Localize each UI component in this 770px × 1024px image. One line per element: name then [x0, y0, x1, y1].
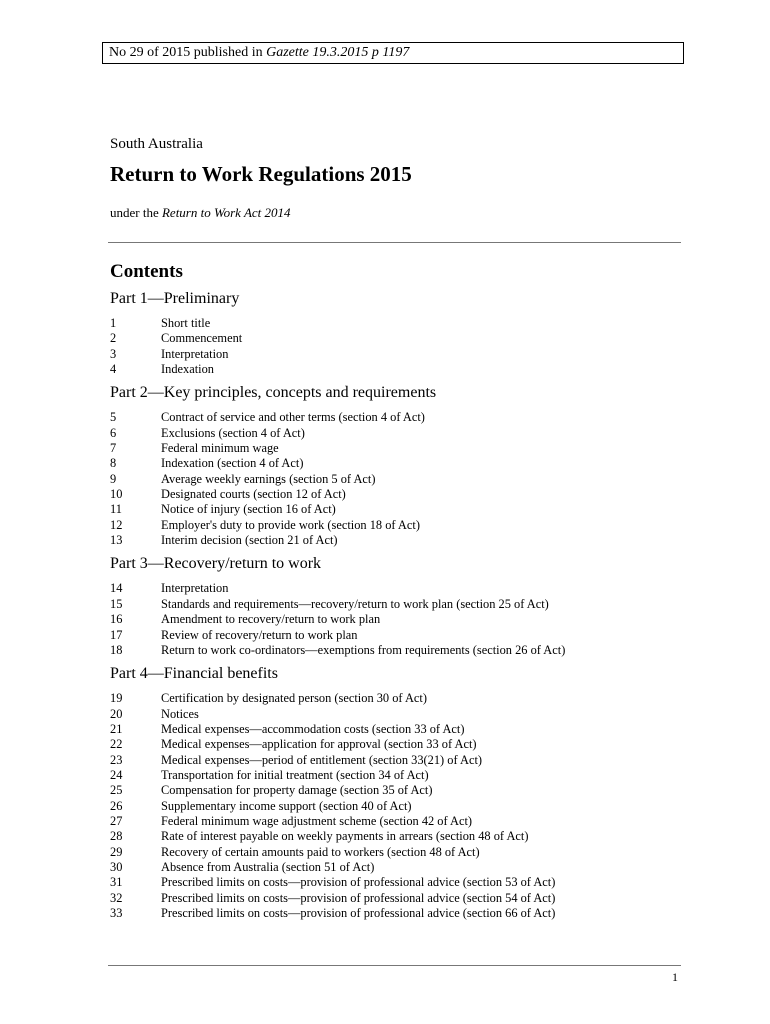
toc-entry[interactable] [110, 347, 680, 362]
toc-entry-number: 16 [110, 612, 123, 627]
gazette-citation-text: No 29 of 2015 published in [109, 45, 267, 60]
toc-entry[interactable] [110, 410, 680, 425]
toc-entry-title: Interim decision (section 21 of Act) [161, 533, 338, 548]
toc-entry[interactable] [110, 518, 680, 533]
toc-entry-title: Rate of interest payable on weekly payments in arrears (section 48 of Act) [161, 829, 529, 844]
toc-entry-number: 31 [110, 875, 123, 890]
part-heading[interactable]: Part 1—Preliminary [110, 290, 240, 307]
part-entry-list [110, 316, 680, 377]
toc-entry-title: Amendment to recovery/return to work plan [161, 612, 381, 627]
toc-entry[interactable] [110, 502, 680, 517]
toc-entry-number: 13 [110, 533, 123, 548]
toc-entry-title: Transportation for initial treatment (section 34 of Act) [161, 767, 429, 782]
toc-entry-title: Interpretation [161, 581, 229, 596]
toc-entry-title: Certification by designated person (section 30 of Act) [161, 691, 427, 706]
toc-entry-number: 32 [110, 890, 123, 905]
toc-entry-title: Absence from Australia (section 51 of Act) [161, 859, 375, 874]
toc-entry[interactable] [110, 737, 680, 752]
toc-entry-title: Contract of service and other terms (section 4 of Act) [161, 410, 425, 425]
toc-entry[interactable] [110, 362, 680, 377]
table-of-contents [110, 289, 680, 921]
toc-entry[interactable] [110, 691, 680, 706]
part-heading[interactable]: Part 2—Key principles, concepts and requirements [110, 384, 437, 402]
toc-entry-title: Prescribed limits on costs—provision of professional advice (section 66 of Act) [161, 906, 556, 920]
toc-entry-number: 33 [110, 906, 123, 920]
page-title: Return to Work Regulations 2015 [110, 162, 412, 186]
divider-bottom [108, 965, 681, 966]
toc-entry[interactable] [110, 316, 680, 331]
toc-entry[interactable] [110, 581, 680, 596]
toc-entry-title: Indexation [161, 362, 214, 377]
toc-entry[interactable] [110, 753, 680, 768]
toc-entry-number: 2 [110, 331, 117, 346]
toc-entry-number: 17 [110, 627, 123, 642]
toc-entry[interactable] [110, 331, 680, 346]
toc-entry-title: Review of recovery/return to work plan [161, 627, 358, 642]
toc-entry[interactable] [110, 707, 680, 722]
part-entry-list [110, 691, 680, 921]
toc-entry-title: Standards and requirements—recovery/return to work plan (section 25 of Act) [161, 596, 549, 611]
toc-entry[interactable] [110, 487, 680, 502]
gazette-citation-italic: Gazette 19.3.2015 p 1197 [266, 45, 410, 60]
toc-entry-number: 26 [110, 798, 123, 813]
toc-entry-title: Medical expenses—accommodation costs (section 33 of Act) [161, 721, 465, 736]
contents-heading: Contents [110, 261, 183, 282]
toc-entry[interactable] [110, 860, 680, 875]
toc-entry-title: Short title [161, 316, 211, 330]
toc-entry-title: Notice of injury (section 16 of Act) [161, 502, 336, 517]
toc-entry[interactable] [110, 472, 680, 487]
toc-entry-number: 18 [110, 642, 123, 657]
toc-entry[interactable] [110, 891, 680, 906]
toc-entry-title: Interpretation [161, 346, 229, 361]
enabling-act-line [110, 205, 291, 221]
toc-entry-title: Compensation for property damage (section 35 of Act) [161, 783, 433, 798]
toc-entry-number: 1 [110, 316, 117, 330]
toc-entry-number: 25 [110, 783, 123, 798]
toc-entry-title: Supplementary income support (section 40 of Act) [161, 798, 412, 813]
toc-entry-number: 24 [110, 767, 123, 782]
toc-entry[interactable] [110, 456, 680, 471]
toc-entry-number: 3 [110, 346, 117, 361]
toc-entry[interactable] [110, 643, 680, 658]
toc-entry-title: Indexation (section 4 of Act) [161, 456, 304, 471]
toc-entry-number: 7 [110, 441, 117, 456]
toc-entry-title: Average weekly earnings (section 5 of Act) [161, 471, 376, 486]
toc-entry[interactable] [110, 628, 680, 643]
toc-entry[interactable] [110, 722, 680, 737]
toc-entry[interactable] [110, 533, 680, 548]
toc-entry[interactable] [110, 906, 680, 921]
toc-entry[interactable] [110, 597, 680, 612]
toc-entry-title: Prescribed limits on costs—provision of professional advice (section 53 of Act) [161, 875, 556, 890]
toc-entry-title: Notices [161, 706, 199, 721]
toc-entry-number: 28 [110, 829, 123, 844]
toc-entry[interactable] [110, 814, 680, 829]
gazette-citation-box [102, 42, 684, 64]
toc-entry-title: Designated courts (section 12 of Act) [161, 487, 346, 502]
toc-entry-title: Recovery of certain amounts paid to workers (section 48 of Act) [161, 844, 480, 859]
toc-entry-number: 29 [110, 844, 123, 859]
toc-entry-title: Medical expenses—period of entitlement (section 33(21) of Act) [161, 752, 483, 767]
toc-entry[interactable] [110, 845, 680, 860]
toc-entry-title: Federal minimum wage adjustment scheme (section 42 of Act) [161, 813, 473, 828]
divider-top [108, 242, 681, 243]
toc-entry-number: 12 [110, 517, 123, 532]
toc-entry[interactable] [110, 799, 680, 814]
toc-entry-number: 5 [110, 410, 117, 425]
toc-entry-title: Commencement [161, 331, 243, 346]
toc-entry-title: Employer's duty to provide work (section 18 of Act) [161, 517, 420, 532]
toc-entry[interactable] [110, 426, 680, 441]
toc-entry-number: 11 [110, 502, 122, 517]
part-heading[interactable]: Part 4—Financial benefits [110, 665, 278, 683]
toc-entry[interactable] [110, 783, 680, 798]
toc-entry-number: 20 [110, 706, 123, 721]
part-entry-list [110, 581, 680, 658]
toc-entry-title: Exclusions (section 4 of Act) [161, 425, 305, 440]
toc-entry-number: 22 [110, 737, 123, 752]
toc-entry-number: 21 [110, 721, 123, 736]
toc-entry-number: 14 [110, 581, 123, 596]
toc-entry-number: 6 [110, 425, 117, 440]
toc-entry-number: 8 [110, 456, 117, 471]
toc-entry-number: 4 [110, 362, 117, 377]
part-entry-list [110, 410, 680, 548]
toc-entry-title: Medical expenses—application for approval (section 33 of Act) [161, 737, 477, 752]
toc-entry[interactable] [110, 768, 680, 783]
toc-entry[interactable] [110, 829, 680, 844]
toc-entry-title: Return to work co-ordinators—exemptions from requirements (section 26 of Act) [161, 642, 566, 657]
toc-entry-title: Prescribed limits on costs—provision of professional advice (section 54 of Act) [161, 890, 556, 905]
toc-entry-number: 23 [110, 752, 123, 767]
jurisdiction: South Australia [110, 136, 203, 152]
toc-entry-number: 19 [110, 691, 123, 706]
toc-entry[interactable] [110, 441, 680, 456]
page-number: 1 [672, 970, 678, 984]
toc-entry[interactable] [110, 612, 680, 627]
toc-entry-number: 30 [110, 859, 123, 874]
toc-entry-number: 27 [110, 813, 123, 828]
toc-entry-number: 9 [110, 471, 117, 486]
part-heading[interactable]: Part 3—Recovery/return to work [110, 555, 322, 573]
toc-entry-number: 15 [110, 596, 123, 611]
toc-entry-title: Federal minimum wage [161, 441, 279, 456]
toc-entry-number: 10 [110, 487, 123, 502]
enabling-act-name: Return to Work Act 2014 [161, 205, 291, 220]
enabling-act-prefix: under the [110, 205, 162, 220]
toc-entry[interactable] [110, 875, 680, 890]
